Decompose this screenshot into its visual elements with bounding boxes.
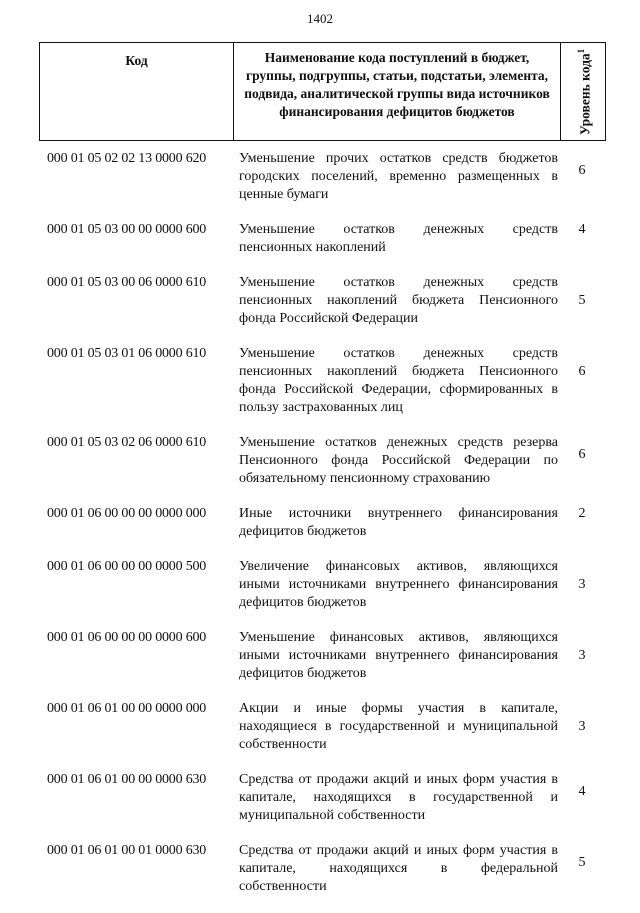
table-header: [39, 42, 606, 141]
row-code: 000 01 05 03 01 06 0000 610: [47, 346, 207, 361]
row-level: 4: [578, 222, 586, 237]
row-code: 000 01 05 03 00 06 0000 610: [47, 275, 207, 290]
header-name: Наименование кода поступлений в бюджет, группы, подгруппы, статьи, подстатьи, элемента, подвида, аналитической группы вида источников финансирования дефицитов бюджетов: [234, 43, 561, 140]
table-row: [39, 842, 606, 896]
row-level: 6: [578, 364, 586, 379]
table-row: [39, 345, 606, 417]
row-name: Уменьшение остатков денежных средств резерва Пенсионного фонда Российской Федерации по обязательному пенсионному страхованию: [239, 435, 558, 486]
page-number: 1402: [307, 11, 333, 26]
row-name: Средства от продажи акций и иных форм участия в капитале, находящихся в федеральной собственности: [239, 843, 558, 894]
row-level: 6: [578, 447, 586, 462]
table-body: [39, 150, 606, 913]
row-code: 000 01 06 01 00 00 0000 000: [47, 701, 207, 716]
table-row: [39, 629, 606, 683]
row-level: 2: [578, 506, 586, 521]
row-level: 6: [578, 163, 586, 178]
row-code: 000 01 06 00 00 00 0000 500: [47, 559, 207, 574]
table-row: [39, 771, 606, 825]
row-level: 5: [578, 855, 586, 870]
row-name: Средства от продажи акций и иных форм участия в капитале, находящихся в государственной и муниципальной собственности: [239, 772, 558, 823]
row-code: 000 01 06 00 00 00 0000 600: [47, 630, 207, 645]
header-level-cell: [561, 43, 605, 140]
row-name: Увеличение финансовых активов, являющихся иными источниками внутреннего финансирования дефицитов бюджетов: [239, 559, 558, 610]
header-level: [574, 48, 593, 134]
row-code: 000 01 05 03 00 00 0000 600: [47, 222, 207, 237]
header-level-footnote: 1: [575, 48, 586, 53]
row-level: 5: [578, 293, 586, 308]
row-name: Уменьшение прочих остатков средств бюджетов городских поселений, временно размещенных в ценные бумаги: [239, 151, 558, 202]
table-row: [39, 558, 606, 612]
table-row: [39, 505, 606, 541]
row-level: 3: [578, 719, 586, 734]
row-name: Уменьшение остатков денежных средств пенсионных накоплений бюджета Пенсионного фонда Российской Федерации: [239, 275, 558, 326]
row-name: Уменьшение остатков денежных средств пенсионных накоплений бюджета Пенсионного фонда Российской Федерации, сформированных в пользу застрахованных лиц: [239, 346, 558, 415]
row-name: Уменьшение остатков денежных средств пенсионных накоплений: [239, 222, 558, 255]
row-level: 4: [578, 784, 586, 799]
row-code: 000 01 06 00 00 00 0000 000: [47, 506, 207, 521]
row-code: 000 01 06 01 00 00 0000 630: [47, 772, 207, 787]
table-row: [39, 700, 606, 754]
row-code: 000 01 05 02 02 13 0000 620: [47, 151, 207, 166]
row-code: 000 01 05 03 02 06 0000 610: [47, 435, 207, 450]
row-level: 3: [578, 577, 586, 592]
row-name: Уменьшение финансовых активов, являющихся иными источниками внутреннего финансирования дефицитов бюджетов: [239, 630, 558, 681]
table-row: [39, 150, 606, 204]
header-level-text: Уровень кода: [577, 52, 593, 135]
table-row: [39, 434, 606, 488]
row-name: Иные источники внутреннего финансирования дефицитов бюджетов: [239, 506, 558, 539]
table-row: [39, 274, 606, 328]
row-name: Акции и иные формы участия в капитале, находящиеся в государственной и муниципальной собственности: [239, 701, 558, 752]
table-row: [39, 221, 606, 257]
row-code: 000 01 06 01 00 01 0000 630: [47, 843, 207, 858]
row-level: 3: [578, 648, 586, 663]
header-code: Код: [40, 43, 234, 140]
